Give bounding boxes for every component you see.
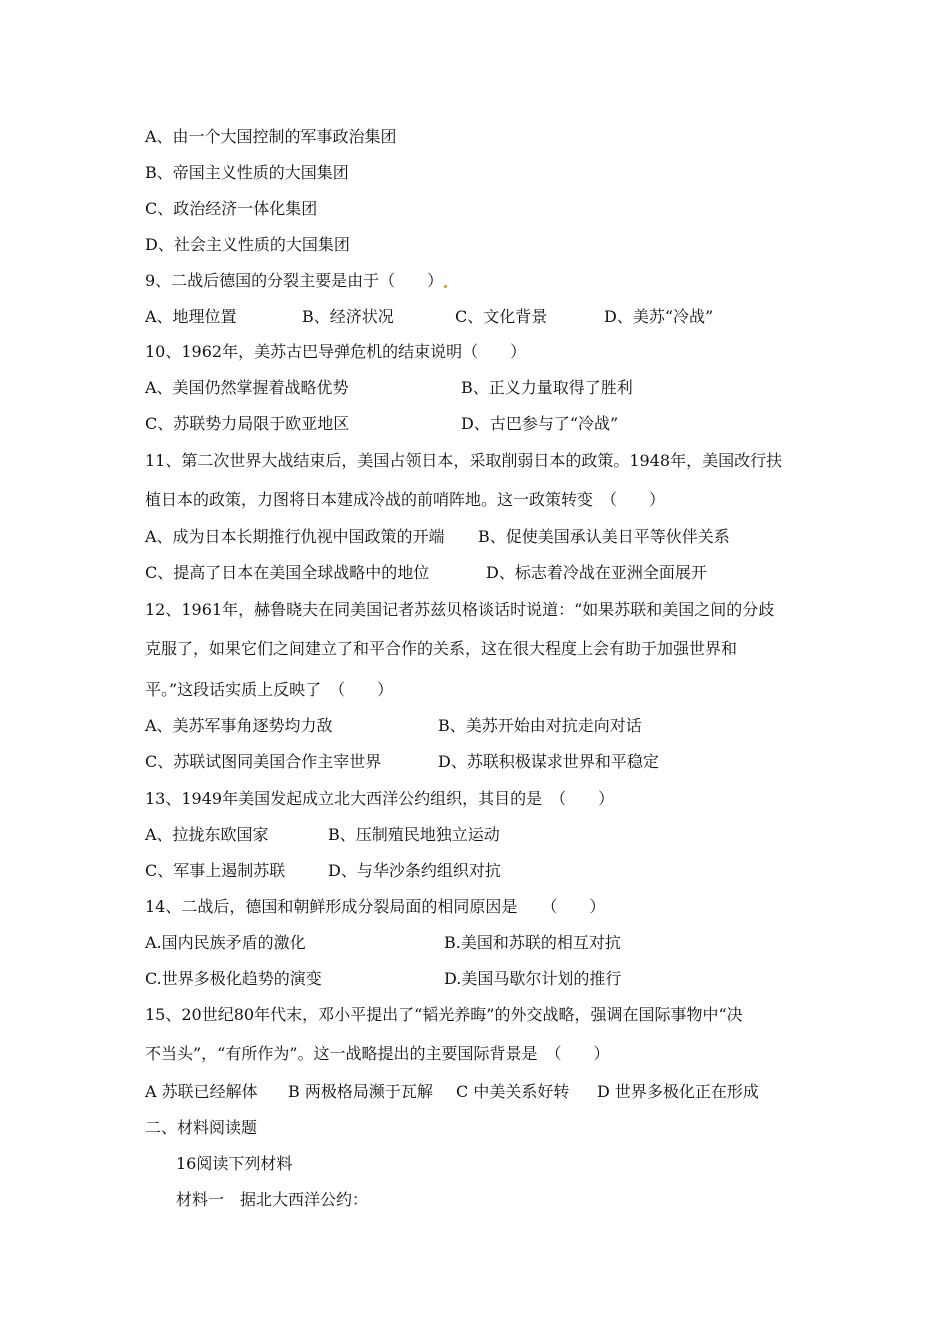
q8-option-c: C、政治经济一体化集团 [145, 199, 318, 218]
q8-option-a: A、由一个大国控制的军事政治集团 [145, 127, 397, 146]
q15-option-a: A 苏联已经解体 [145, 1082, 258, 1101]
question-12-line-3: 平。”这段话实质上反映了 （ ） [145, 680, 394, 699]
q15-option-d: D 世界多极化正在形成 [597, 1082, 759, 1101]
section-heading: 二、材料阅读题 [145, 1118, 258, 1137]
q11-option-b: B、促使美国承认美日平等伙伴关系 [478, 527, 730, 546]
question-11-line-2: 植日本的政策，力图将日本建成冷战的前哨阵地。这一政策转变 （ ） [145, 490, 666, 509]
q11-option-c: C、提高了日本在美国全球战略中的地位 [145, 563, 430, 582]
q10-option-a: A、美国仍然掌握着战略优势 [145, 378, 349, 397]
q12-option-b: B、美苏开始由对抗走向对话 [438, 716, 642, 735]
q10-option-b: B、正义力量取得了胜利 [461, 378, 633, 397]
question-11-line-1: 11、第二次世界大战结束后，美国占领日本，采取削弱日本的政策。1948年，美国改行扶 [145, 451, 783, 470]
scan-artifact-dot [444, 285, 447, 288]
q8-option-d: D、社会主义性质的大国集团 [145, 235, 350, 254]
q13-option-b: B、压制殖民地独立运动 [328, 825, 500, 844]
q12-option-a: A、美苏军事角逐势均力敌 [145, 716, 333, 735]
q15-option-b: B 两极格局濒于瓦解 [288, 1082, 433, 1101]
q9-option-c: C、文化背景 [455, 307, 548, 326]
q15-option-c: C 中美关系好转 [456, 1082, 570, 1101]
question-14: 14、二战后，德国和朝鲜形成分裂局面的相同原因是 （ ） [145, 897, 606, 916]
q14-option-a: A.国内民族矛盾的激化 [145, 933, 306, 952]
question-12-line-1: 12、1961年，赫鲁晓夫在同美国记者苏兹贝格谈话时说道：“如果苏联和美国之间的分歧 [145, 600, 775, 619]
q10-option-d: D、古巴参与了“冷战” [461, 414, 619, 433]
q10-option-c: C、苏联势力局限于欧亚地区 [145, 414, 350, 433]
q9-option-a: A、地理位置 [145, 307, 237, 326]
question-9 [145, 271, 448, 291]
q11-option-a: A、成为日本长期推行仇视中国政策的开端 [145, 527, 445, 546]
q8-option-b: B、帝国主义性质的大国集团 [145, 163, 349, 182]
q13-option-d: D、与华沙条约组织对抗 [328, 861, 501, 880]
question-12-line-2: 克服了，如果它们之间建立了和平合作的关系，这在很大程度上会有助于加强世界和 [145, 639, 738, 658]
q13-option-c: C、军事上遏制苏联 [145, 861, 286, 880]
q14-option-b: B.美国和苏联的相互对抗 [444, 933, 621, 952]
q11-option-d: D、标志着冷战在亚洲全面展开 [486, 563, 707, 582]
question-10: 10、1962年，美苏古巴导弹危机的结束说明（ ） [145, 342, 527, 361]
question-9-text: 9、二战后德国的分裂主要是由于（ ） [145, 271, 444, 290]
q9-option-b: B、经济状况 [302, 307, 394, 326]
material-one-label: 材料一 据北大西洋公约： [176, 1190, 369, 1209]
question-15-line-2: 不当头”，“有所作为”。这一战略提出的主要国际背景是 （ ） [145, 1044, 610, 1063]
question-16-instruction: 16阅读下列材料 [176, 1154, 293, 1173]
q14-option-c: C.世界多极化趋势的演变 [145, 969, 322, 988]
q12-option-d: D、苏联积极谋求世界和平稳定 [438, 752, 659, 771]
question-13: 13、1949年美国发起成立北大西洋公约组织，其目的是 （ ） [145, 789, 615, 808]
q14-option-d: D.美国马歇尔计划的推行 [444, 969, 622, 988]
q12-option-c: C、苏联试图同美国合作主宰世界 [145, 752, 382, 771]
q13-option-a: A、拉拢东欧国家 [145, 825, 269, 844]
q9-option-d: D、美苏“冷战” [604, 307, 714, 326]
question-15-line-1: 15、20世纪80年代末，邓小平提出了“韬光养晦”的外交战略，强调在国际事物中“决 [145, 1005, 743, 1024]
